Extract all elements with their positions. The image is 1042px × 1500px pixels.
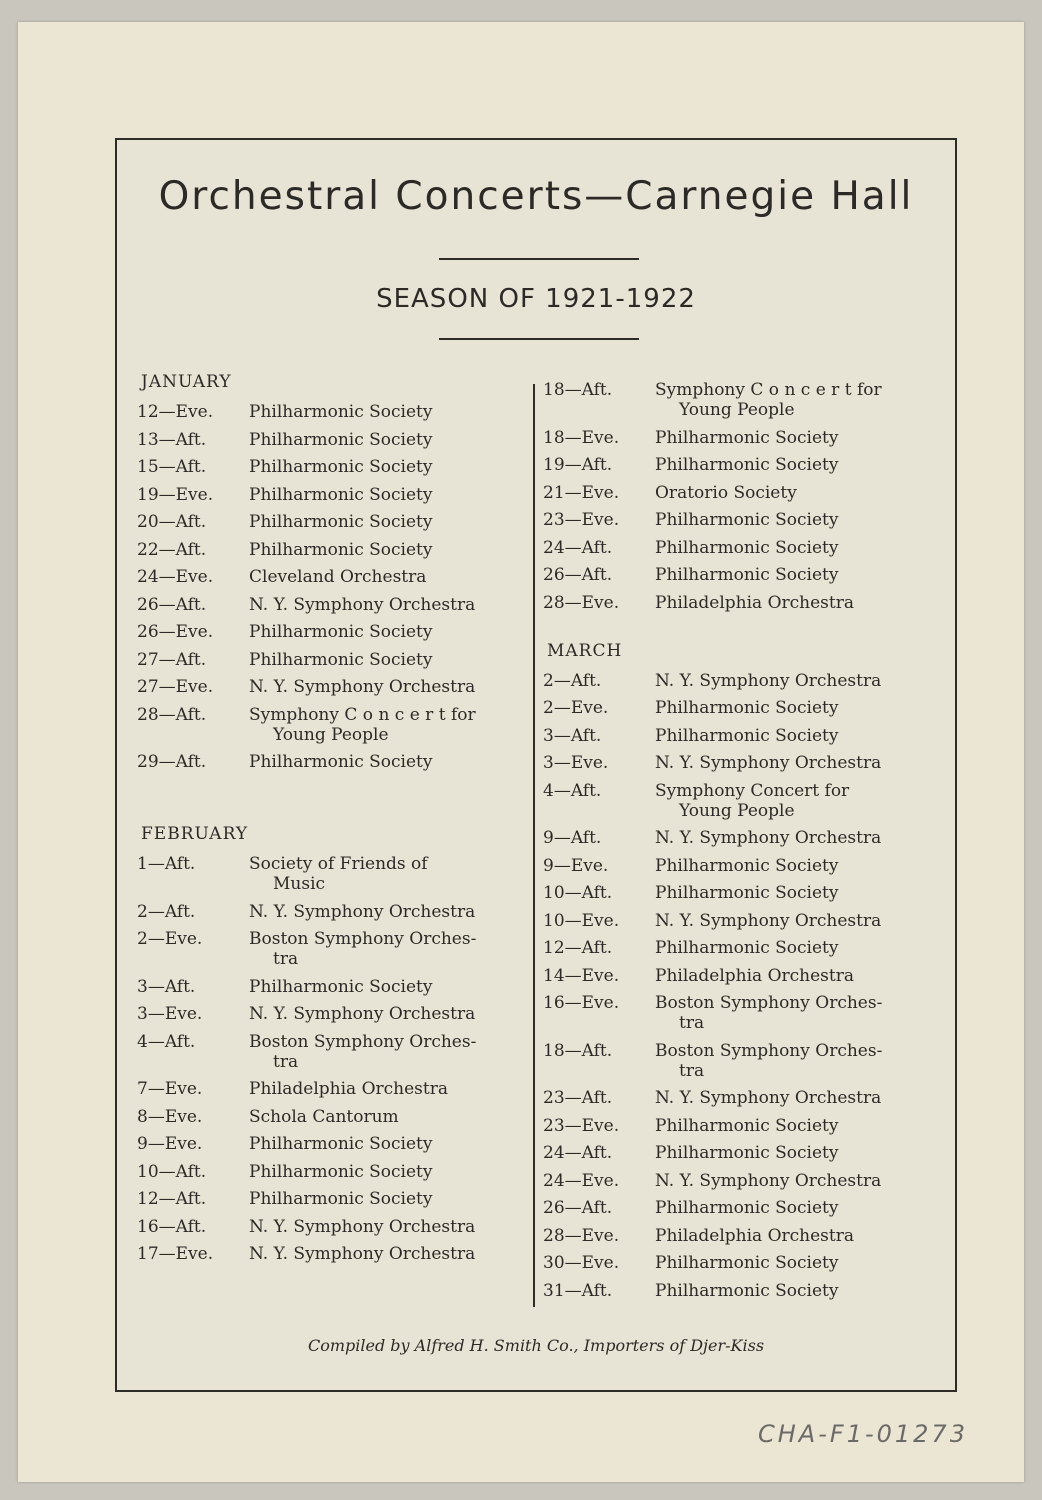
concert-performer [655, 1198, 943, 1218]
concert-performer [249, 929, 527, 969]
performer-name: Schola Cantorum [249, 1106, 399, 1127]
concert-entry [137, 485, 527, 505]
concert-performer [655, 993, 943, 1033]
concert-performer [249, 902, 527, 922]
performer-name: Philharmonic Society [655, 725, 839, 746]
concert-date: 10—Eve. [543, 910, 620, 931]
concert-entry [137, 902, 527, 922]
left-column [137, 372, 527, 1272]
concert-date: 3—Eve. [543, 753, 609, 773]
concert-entry [543, 993, 943, 1033]
performer-name: Philharmonic Society [249, 1134, 433, 1154]
performer-name: N. Y. Symphony Orchestra [249, 901, 476, 922]
concert-date: 27—Aft. [137, 649, 207, 670]
concert-entry [543, 483, 943, 503]
concert-date: 9—Aft. [543, 828, 602, 848]
title-rule-top [439, 258, 639, 260]
performer-name-continued: Music [273, 874, 326, 894]
performer-name: Philharmonic Society [249, 484, 433, 505]
concert-date: 14—Eve. [543, 965, 620, 986]
concert-entry [137, 650, 527, 670]
concert-entry [543, 938, 943, 958]
concert-date: 2—Eve. [543, 698, 609, 718]
performer-name: Philharmonic Society [249, 752, 433, 772]
concert-performer [655, 428, 943, 448]
performer-name: Philharmonic Society [249, 429, 433, 450]
performer-name: Philadelphia Orchestra [655, 965, 854, 986]
concert-date: 23—Eve. [543, 1115, 620, 1136]
performer-name: Philadelphia Orchestra [249, 1079, 448, 1099]
title-rule-bottom [439, 338, 639, 340]
performer-name: N. Y. Symphony Orchestra [249, 677, 476, 697]
concert-performer [655, 938, 943, 958]
concert-entry [543, 966, 943, 986]
concert-date: 17—Eve. [137, 1244, 214, 1264]
concert-entry [543, 698, 943, 718]
concert-entry [137, 1134, 527, 1154]
concert-performer [249, 485, 527, 505]
concert-performer [249, 1107, 527, 1127]
concert-performer [655, 698, 943, 718]
concert-performer [249, 752, 527, 772]
concert-date: 30—Eve. [543, 1253, 620, 1273]
concert-date: 16—Eve. [543, 993, 620, 1013]
concert-entry [543, 753, 943, 773]
concert-performer [249, 430, 527, 450]
performer-name: Philharmonic Society [249, 976, 433, 997]
concert-entry [137, 430, 527, 450]
catalog-number: CHA-F1-01273 [758, 1420, 968, 1448]
performer-name: Philharmonic Society [249, 1161, 433, 1182]
concert-performer [249, 567, 527, 587]
concert-entry [137, 512, 527, 532]
concert-date: 3—Aft. [543, 725, 602, 746]
concert-entry [543, 1253, 943, 1273]
performer-name: Boston Symphony Orches- [655, 993, 883, 1013]
concert-performer [249, 457, 527, 477]
performer-name: Philharmonic Society [249, 1189, 433, 1209]
concert-performer [655, 1226, 943, 1246]
performer-name: Philharmonic Society [249, 512, 433, 532]
concert-entry [543, 911, 943, 931]
concert-performer [249, 595, 527, 615]
concert-performer [655, 856, 943, 876]
page-title: Orchestral Concerts—Carnegie Hall [158, 174, 914, 219]
concert-performer [249, 402, 527, 422]
concert-date: 29—Aft. [137, 752, 207, 772]
concert-date: 12—Aft. [543, 938, 613, 958]
concert-performer [249, 854, 527, 894]
concert-entry [543, 565, 943, 585]
concert-entry [137, 1032, 527, 1072]
performer-name: Philharmonic Society [655, 1253, 839, 1273]
concert-performer [655, 781, 943, 821]
concert-date: 12—Aft. [137, 1189, 207, 1209]
performer-name: Philharmonic Society [249, 539, 433, 560]
concert-performer [655, 593, 943, 613]
performer-name: N. Y. Symphony Orchestra [655, 753, 882, 773]
concert-performer [655, 1116, 943, 1136]
concert-date: 18—Eve. [543, 427, 620, 448]
performer-name: Symphony C o n c e r t for [655, 380, 882, 400]
concert-date: 19—Aft. [543, 455, 613, 475]
concert-entry [137, 1162, 527, 1182]
concert-entry [137, 705, 527, 745]
performer-name: Philharmonic Society [655, 698, 839, 718]
concert-date: 7—Eve. [137, 1079, 203, 1099]
performer-name: Philharmonic Society [655, 510, 839, 530]
concert-performer [655, 1253, 943, 1273]
month-heading-february: FEBRUARY [141, 824, 249, 844]
program-sheet [18, 22, 1024, 1482]
concert-date: 28—Eve. [543, 1225, 620, 1246]
concert-date: 9—Eve. [137, 1134, 203, 1154]
compiler-credit: Compiled by Alfred H. Smith Co., Importers of Djer-Kiss [307, 1336, 765, 1355]
concert-date: 4—Aft. [543, 780, 602, 801]
concert-entry [543, 455, 943, 475]
concert-date: 10—Aft. [543, 883, 613, 903]
concert-performer [249, 512, 527, 532]
concert-date: 12—Eve. [137, 402, 214, 422]
february-list [137, 854, 527, 1264]
performer-name: Oratorio Society [655, 482, 797, 503]
concert-performer [655, 753, 943, 773]
performer-name: Philharmonic Society [655, 455, 839, 475]
performer-name: Philharmonic Society [249, 402, 433, 422]
performer-name: N. Y. Symphony Orchestra [655, 910, 882, 931]
concert-date: 3—Eve. [137, 1004, 203, 1024]
performer-name: Philharmonic Society [249, 622, 433, 642]
concert-entry [137, 1079, 527, 1099]
right-column [543, 380, 943, 1308]
performer-name: N. Y. Symphony Orchestra [655, 670, 882, 691]
concert-date: 23—Aft. [543, 1088, 613, 1108]
performer-name-continued: Young People [273, 724, 389, 745]
concert-date: 27—Eve. [137, 677, 214, 697]
concert-entry [543, 1198, 943, 1218]
month-heading-march: MARCH [547, 640, 623, 661]
march-list [543, 671, 943, 1301]
concert-performer [249, 1217, 527, 1237]
concert-date: 26—Aft. [543, 565, 613, 585]
performer-name-continued: Young People [679, 800, 795, 821]
concert-entry [137, 540, 527, 560]
concert-date: 28—Aft. [137, 704, 207, 725]
concert-date: 24—Eve. [543, 1170, 620, 1191]
concert-performer [655, 1281, 943, 1301]
concert-date: 15—Aft. [137, 457, 207, 477]
concert-performer [655, 883, 943, 903]
concert-date: 10—Aft. [137, 1161, 207, 1182]
concert-date: 2—Aft. [137, 901, 196, 922]
concert-entry [543, 671, 943, 691]
performer-name: Philharmonic Society [655, 938, 839, 958]
concert-date: 24—Aft. [543, 1143, 613, 1163]
january-list [137, 402, 527, 772]
concert-date: 26—Aft. [137, 594, 207, 615]
concert-entry [543, 856, 943, 876]
concert-date: 21—Eve. [543, 482, 620, 503]
concert-entry [137, 1244, 527, 1264]
concert-entry [543, 428, 943, 448]
concert-entry [137, 1189, 527, 1209]
concert-entry [137, 402, 527, 422]
concert-date: 2—Eve. [137, 929, 203, 949]
concert-date: 28—Eve. [543, 592, 620, 613]
concert-entry [137, 567, 527, 587]
concert-date: 26—Eve. [137, 622, 214, 642]
concert-performer [249, 977, 527, 997]
concert-entry [137, 752, 527, 772]
concert-date: 9—Eve. [543, 855, 609, 876]
concert-performer [655, 828, 943, 848]
concert-performer [249, 540, 527, 560]
concert-performer [655, 380, 943, 420]
performer-name: Philharmonic Society [655, 855, 839, 876]
program-frame [115, 138, 957, 1392]
concert-performer [249, 650, 527, 670]
performer-name: Philharmonic Society [655, 427, 839, 448]
concert-date: 1—Aft. [137, 854, 196, 874]
performer-name: Philharmonic Society [249, 457, 433, 477]
concert-performer [655, 565, 943, 585]
performer-name: N. Y. Symphony Orchestra [249, 1216, 476, 1237]
concert-date: 20—Aft. [137, 512, 207, 532]
concert-entry [543, 1041, 943, 1081]
concert-performer [655, 455, 943, 475]
performer-name: Philharmonic Society [655, 565, 839, 585]
performer-name: Cleveland Orchestra [249, 567, 427, 587]
concert-performer [655, 726, 943, 746]
concert-performer [249, 1079, 527, 1099]
concert-date: 23—Eve. [543, 510, 620, 530]
concert-performer [655, 671, 943, 691]
concert-performer [655, 510, 943, 530]
concert-entry [137, 1004, 527, 1024]
concert-performer [655, 1041, 943, 1081]
concert-performer [655, 1143, 943, 1163]
concert-entry [137, 1107, 527, 1127]
performer-name: Symphony Concert for [655, 780, 850, 801]
concert-entry [543, 828, 943, 848]
concert-performer [249, 1244, 527, 1264]
performer-name-continued: tra [679, 1013, 705, 1033]
performer-name: Society of Friends of [249, 854, 428, 874]
concert-date: 31—Aft. [543, 1280, 613, 1301]
concert-date: 19—Eve. [137, 484, 214, 505]
concert-date: 18—Aft. [543, 1040, 613, 1061]
performer-name: Boston Symphony Orches- [655, 1040, 883, 1061]
concert-date: 4—Aft. [137, 1031, 196, 1052]
concert-entry [543, 781, 943, 821]
performer-name: Philharmonic Society [655, 1115, 839, 1136]
concert-date: 18—Aft. [543, 380, 613, 400]
concert-date: 22—Aft. [137, 539, 207, 560]
concert-performer [249, 705, 527, 745]
concert-entry [543, 1281, 943, 1301]
concert-entry [137, 977, 527, 997]
concert-entry [137, 854, 527, 894]
performer-name: Philharmonic Society [655, 537, 839, 558]
concert-entry [543, 1143, 943, 1163]
concert-entry [543, 380, 943, 420]
concert-performer [249, 1162, 527, 1182]
concert-performer [655, 1088, 943, 1108]
concert-performer [249, 1004, 527, 1024]
performer-name: Philadelphia Orchestra [655, 1225, 854, 1246]
concert-entry [137, 622, 527, 642]
concert-entry [543, 1088, 943, 1108]
performer-name: N. Y. Symphony Orchestra [655, 1088, 882, 1108]
performer-name: N. Y. Symphony Orchestra [655, 828, 882, 848]
concert-date: 13—Aft. [137, 429, 207, 450]
performer-name: Boston Symphony Orches- [249, 1031, 477, 1052]
concert-performer [655, 483, 943, 503]
concert-performer [249, 1032, 527, 1072]
concert-performer [249, 677, 527, 697]
concert-entry [137, 1217, 527, 1237]
concert-entry [543, 1171, 943, 1191]
concert-entry [543, 726, 943, 746]
concert-performer [249, 1134, 527, 1154]
performer-name-continued: tra [273, 1051, 299, 1072]
concert-date: 26—Aft. [543, 1198, 613, 1218]
concert-date: 8—Eve. [137, 1106, 203, 1127]
column-divider [533, 384, 535, 1307]
performer-name: Philharmonic Society [655, 1280, 839, 1301]
performer-name: Philharmonic Society [655, 1143, 839, 1163]
performer-name: Philharmonic Society [655, 1198, 839, 1218]
concert-entry [137, 595, 527, 615]
performer-name: N. Y. Symphony Orchestra [249, 594, 476, 615]
performer-name: Boston Symphony Orches- [249, 929, 477, 949]
concert-performer [655, 538, 943, 558]
concert-date: 2—Aft. [543, 670, 602, 691]
performer-name: N. Y. Symphony Orchestra [249, 1004, 476, 1024]
concert-date: 24—Eve. [137, 567, 214, 587]
concert-performer [655, 966, 943, 986]
concert-entry [137, 457, 527, 477]
concert-entry [137, 929, 527, 969]
concert-entry [543, 883, 943, 903]
performer-name: Philadelphia Orchestra [655, 592, 854, 613]
performer-name-continued: Young People [679, 400, 795, 420]
concert-date: 3—Aft. [137, 976, 196, 997]
performer-name: Symphony C o n c e r t for [249, 704, 476, 725]
month-heading-january: JANUARY [141, 372, 232, 392]
concert-date: 24—Aft. [543, 537, 613, 558]
concert-performer [655, 911, 943, 931]
performer-name-continued: tra [273, 949, 299, 969]
concert-performer [249, 1189, 527, 1209]
february-continued-list [543, 380, 943, 613]
performer-name: N. Y. Symphony Orchestra [249, 1244, 476, 1264]
performer-name: Philharmonic Society [249, 649, 433, 670]
performer-name-continued: tra [679, 1060, 705, 1081]
concert-performer [249, 622, 527, 642]
concert-entry [543, 510, 943, 530]
concert-entry [543, 538, 943, 558]
concert-entry [543, 1226, 943, 1246]
performer-name: N. Y. Symphony Orchestra [655, 1170, 882, 1191]
concert-performer [655, 1171, 943, 1191]
concert-date: 16—Aft. [137, 1216, 207, 1237]
concert-entry [137, 677, 527, 697]
season-heading: SEASON OF 1921-1922 [376, 284, 696, 314]
concert-entry [543, 593, 943, 613]
concert-entry [543, 1116, 943, 1136]
performer-name: Philharmonic Society [655, 883, 839, 903]
